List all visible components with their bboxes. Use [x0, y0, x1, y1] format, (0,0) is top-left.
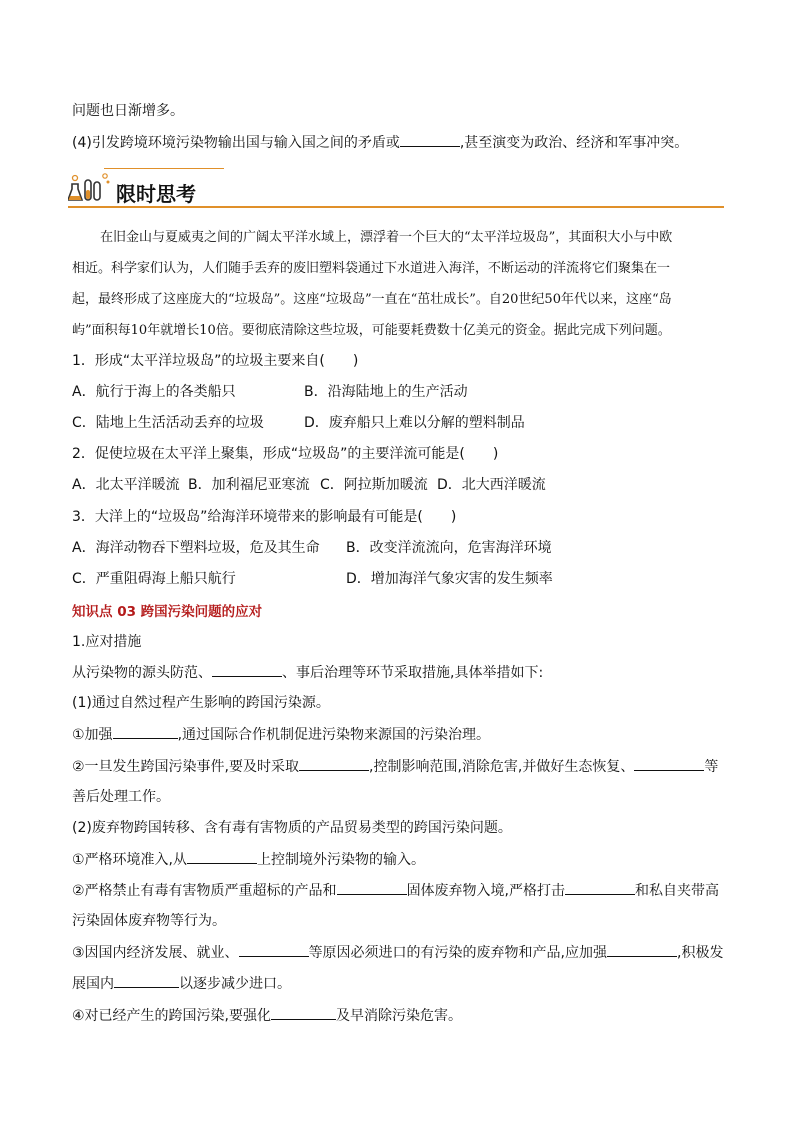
passage-line: 屿”面积每10年就增长10倍。要彻底清除这些垃圾，可能要耗费数十亿美元的资金。据此完成下列问题。 [72, 323, 671, 338]
text-line [72, 724, 490, 745]
heading-rule [68, 206, 724, 208]
question-stem: 3．大洋上的“垃圾岛”给海洋环境带来的影响最有可能是( ) [72, 509, 457, 525]
question-stem: 1．形成“太平洋垃圾岛”的垃圾主要来自( ) [72, 353, 359, 369]
text-fragment: 等原因必须进口的有污染的废弃物和产品,应加强 [308, 945, 608, 961]
option[interactable]: A．海洋动物吞下塑料垃圾，危及其生命 [72, 540, 320, 556]
text-fragment: ,通过国际合作机制促进污染物来源国的污染治理。 [177, 727, 491, 743]
text-fragment: (4)引发跨境环境污染物输出国与输入国之间的矛盾或 [72, 135, 400, 151]
fill-blank[interactable] [400, 132, 460, 147]
text-fragment: ,控制影响范围,消除危害,并做好生态恢复、 [369, 759, 635, 775]
text-line: 问题也日渐增多。 [72, 103, 184, 119]
text-fragment: ②一旦发生跨国污染事件,要及时采取 [72, 759, 300, 775]
text-fragment: ②严格禁止有毒有害物质严重超标的产品和 [72, 883, 337, 899]
text-fragment: 等 [704, 759, 719, 775]
option[interactable]: C．陆地上生活活动丢弃的垃圾 [72, 415, 264, 431]
text-line [72, 880, 719, 901]
text-fragment: 固体废弃物入境,严格打击 [406, 883, 566, 899]
fill-blank[interactable] [607, 942, 677, 957]
text-fragment: ④对已经产生的跨国污染,要强化 [72, 1008, 272, 1024]
text-line [72, 132, 688, 153]
option[interactable]: C．严重阻碍海上船只航行 [72, 571, 236, 587]
text-fragment: 从污染物的源头防范、 [72, 665, 212, 681]
option[interactable]: A．北太平洋暖流 [72, 477, 180, 493]
option[interactable]: D．北大西洋暖流 [437, 477, 546, 493]
passage-line: 起，最终形成了这座庞大的“垃圾岛”。这座“垃圾岛”一直在“茁壮成长”。自20世纪50年代以来，这座“岛 [72, 292, 672, 307]
text-fragment: 、事后治理等环节采取措施,具体举措如下: [282, 665, 544, 681]
text-fragment: 上控制境外污染物的输入。 [257, 852, 426, 868]
fill-blank[interactable] [114, 973, 179, 988]
text-fragment: 以逐步减少进口。 [179, 976, 291, 992]
text-line [72, 1005, 462, 1026]
fill-blank[interactable] [337, 880, 407, 895]
option[interactable]: C．阿拉斯加暖流 [320, 477, 428, 493]
fill-blank[interactable] [634, 756, 704, 771]
heading-rule-top [104, 168, 224, 169]
flask-icon [68, 172, 112, 204]
option[interactable]: B．改变洋流流向，危害海洋环境 [346, 540, 552, 556]
passage-line: 相近。科学家们认为，人们随手丢弃的废旧塑料袋通过下水道进入海洋，不断运动的洋流将它们聚集在一 [72, 261, 671, 276]
fill-blank[interactable] [113, 724, 178, 739]
text-line [72, 973, 291, 994]
option[interactable]: B．沿海陆地上的生产活动 [304, 384, 468, 400]
option[interactable]: B．加利福尼亚寒流 [188, 477, 310, 493]
section-heading [68, 168, 724, 208]
text-line: 善后处理工作。 [72, 789, 170, 805]
text-line: 污染固体废弃物等行为。 [72, 913, 226, 929]
option[interactable]: A．航行于海上的各类船只 [72, 384, 236, 400]
fill-blank[interactable] [187, 849, 257, 864]
text-line: (2)废弃物跨国转移、含有毒有害物质的产品贸易类型的跨国污染问题。 [72, 820, 512, 836]
subheading: 1.应对措施 [72, 634, 142, 650]
text-fragment: ③因国内经济发展、就业、 [72, 945, 239, 961]
passage-line: 在旧金山与夏威夷之间的广阔太平洋水域上，漂浮着一个巨大的“太平洋垃圾岛”，其面积大小与中欧 [100, 230, 673, 245]
text-fragment: ①加强 [72, 727, 113, 743]
text-line: (1)通过自然过程产生影响的跨国污染源。 [72, 695, 330, 711]
text-line [72, 756, 718, 777]
question-stem: 2．促使垃圾在太平洋上聚集，形成“垃圾岛”的主要洋流可能是( ) [72, 446, 499, 462]
fill-blank[interactable] [239, 942, 309, 957]
knowledge-point-title: 知识点 03 跨国污染问题的应对 [72, 604, 263, 620]
text-fragment: 和私自夹带高 [635, 883, 720, 899]
fill-blank[interactable] [565, 880, 635, 895]
fill-blank[interactable] [299, 756, 369, 771]
section-title: 限时思考 [116, 182, 196, 206]
text-line [72, 662, 543, 683]
fill-blank[interactable] [212, 662, 282, 677]
text-fragment: ,甚至演变为政治、经济和军事冲突。 [459, 135, 689, 151]
text-line [72, 942, 723, 963]
text-fragment: ,积极发 [677, 945, 724, 961]
text-fragment: ①严格环境准入,从 [72, 852, 188, 868]
text-line [72, 849, 425, 870]
text-fragment: 及早消除污染危害。 [336, 1008, 463, 1024]
option[interactable]: D．增加海洋气象灾害的发生频率 [346, 571, 553, 587]
fill-blank[interactable] [271, 1005, 336, 1020]
option[interactable]: D．废弃船只上难以分解的塑料制品 [304, 415, 525, 431]
text-fragment: 展国内 [72, 976, 114, 992]
